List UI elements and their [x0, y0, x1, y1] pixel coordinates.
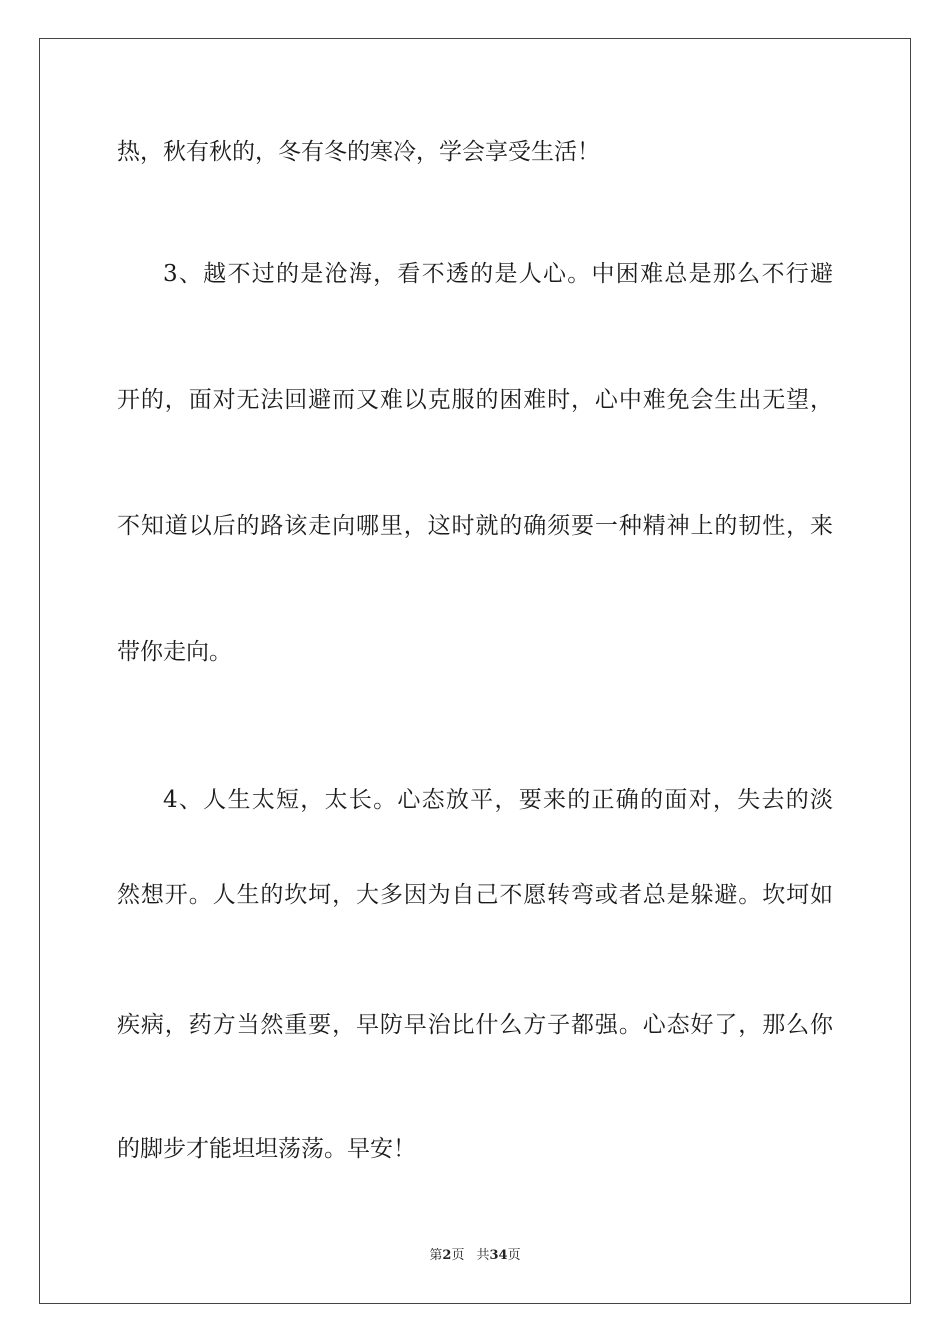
page-prefix: 第: [429, 1248, 443, 1263]
text-line-4: 不知道以后的路该走向哪里，这时就的确须要一种精神上的韧性，来: [117, 513, 833, 539]
page-current: 2: [442, 1248, 452, 1263]
total-unit: 页: [507, 1248, 521, 1263]
page-unit: 页: [451, 1248, 465, 1263]
text-line-8: 疾病，药方当然重要，早防早治比什么方子都强。心态好了，那么你: [117, 1012, 833, 1038]
text-line-3: 开的，面对无法回避而又难以克服的困难时，心中难免会生出无望，: [117, 387, 833, 413]
text-line-5: 带你走向。: [117, 639, 232, 665]
text-line-6: 4、人生太短，太长。心态放平，要来的正确的面对，失去的淡: [163, 787, 833, 813]
page-footer: [0, 1247, 950, 1265]
text-line-7: 然想开。人生的坎坷，大多因为自己不愿转弯或者总是躲避。坎坷如: [117, 882, 833, 908]
text-line-9: 的脚步才能坦坦荡荡。早安！: [117, 1136, 416, 1162]
page-total: 34: [489, 1248, 508, 1263]
page-border: [39, 38, 911, 1304]
total-prefix: 共: [476, 1248, 490, 1263]
text-line-2: 3、越不过的是沧海，看不透的是人心。中困难总是那么不行避: [163, 261, 833, 287]
text-line-1: 热，秋有秋的，冬有冬的寒冷，学会享受生活！: [117, 139, 600, 165]
